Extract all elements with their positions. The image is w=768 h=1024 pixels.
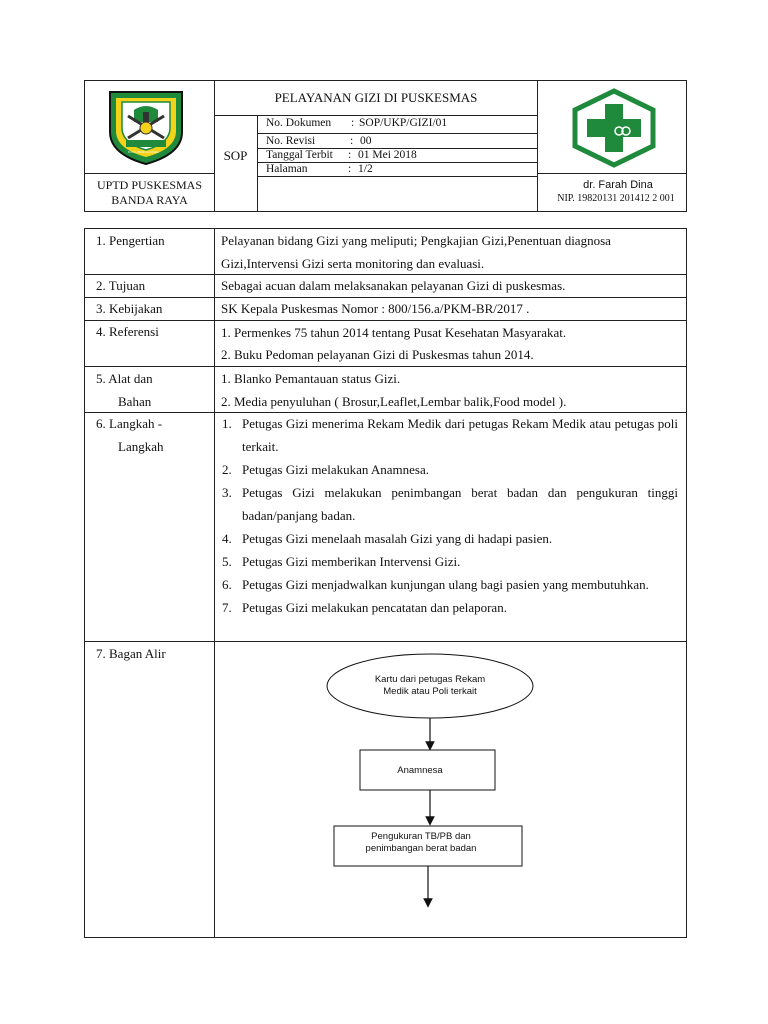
section-label-tujuan: 2. Tujuan <box>96 278 146 293</box>
doc-field-label: Tanggal Terbit <box>266 149 333 161</box>
step-text: Petugas Gizi melakukan pencatatan dan pelaporan. <box>242 600 507 615</box>
step-text: Petugas Gizi melakukan penimbangan berat badan dan pengukuran tinggi badan/panjang badan. <box>242 485 678 523</box>
step-number: 4. <box>222 531 232 546</box>
langkah-steps-list <box>214 412 678 619</box>
section-label-langkah-2: Langkah <box>118 439 164 454</box>
step-item <box>214 550 678 573</box>
pengertian-line-1: Pelayanan bidang Gizi yang meliputi; Pengkajian Gizi,Penentuan diagnosa <box>221 233 611 248</box>
step-item <box>214 596 678 619</box>
document-title: PELAYANAN GIZI DI PUSKESMAS <box>274 90 478 105</box>
flow-box1-text: Anamnesa <box>397 765 443 776</box>
section-label-bagan-alir: 7. Bagan Alir <box>96 646 166 661</box>
step-text: Petugas Gizi menjadwalkan kunjungan ulang bagi pasien yang membutuhkan. <box>242 577 649 592</box>
doc-field-sep: : <box>348 163 352 175</box>
step-item <box>214 412 678 458</box>
tujuan-text: Sebagai acuan dalam melaksanakan pelayanan Gizi di puskesmas. <box>221 278 566 293</box>
step-item <box>214 573 678 596</box>
city-crest-logo <box>104 88 188 166</box>
doc-field-value: 1/2 <box>358 163 373 175</box>
sop-label: SOP <box>223 148 248 163</box>
crest-caption: KOTA BANDA ACEH <box>128 150 159 154</box>
alat-item-2: 2. Media penyuluhan ( Brosur,Leaflet,Lembar balik,Food model ). <box>221 394 567 409</box>
step-text: Petugas Gizi melakukan Anamnesa. <box>242 462 430 477</box>
step-number: 6. <box>222 577 232 592</box>
unit-name-line1: UPTD PUSKESMAS <box>96 178 203 192</box>
doc-field-label: No. Revisi <box>266 135 316 147</box>
doc-field-label: Halaman <box>266 163 308 175</box>
step-number: 7. <box>222 600 232 615</box>
step-item <box>214 481 678 527</box>
step-text: Petugas Gizi menelaah masalah Gizi yang di hadapi pasien. <box>242 531 553 546</box>
flow-start-line2: Medik atau Poli terkait <box>383 686 477 697</box>
flow-box2-line2: penimbangan berat badan <box>365 843 477 854</box>
section-label-langkah: 6. Langkah - <box>96 416 163 431</box>
kebijakan-text: SK Kepala Puskesmas Nomor : 800/156.a/PKM-BR/2017 . <box>221 301 530 316</box>
section-label-kebijakan: 3. Kebijakan <box>96 301 163 316</box>
section-label-referensi: 4. Referensi <box>96 324 159 339</box>
doc-field-value: 00 <box>360 135 372 147</box>
signer-name: dr. Farah Dina <box>583 179 653 191</box>
pengertian-line-2: Gizi,Intervensi Gizi serta monitoring dan evaluasi. <box>221 256 485 271</box>
section-label-pengertian: 1. Pengertian <box>96 233 165 248</box>
doc-field-sep: : <box>351 117 355 129</box>
doc-field-value: 01 Mei 2018 <box>358 149 417 161</box>
section-label-bahan: Bahan <box>118 394 152 409</box>
referensi-item-1: 1. Permenkes 75 tahun 2014 tentang Pusat Kesehatan Masyarakat. <box>221 325 567 340</box>
step-number: 3. <box>222 485 232 500</box>
step-number: 1. <box>222 416 232 431</box>
doc-field-sep: : <box>348 149 352 161</box>
step-item <box>214 527 678 550</box>
step-item <box>214 458 678 481</box>
flow-box2-line1: Pengukuran TB/PB dan <box>371 831 471 842</box>
signer-nip: NIP. 19820131 201412 2 001 <box>557 193 675 204</box>
flow-start-line1: Kartu dari petugas Rekam <box>374 674 486 685</box>
step-text: Petugas Gizi menerima Rekam Medik dari petugas Rekam Medik atau petugas poli terkait. <box>242 416 678 454</box>
puskesmas-logo <box>569 88 659 168</box>
unit-name-line2: BANDA RAYA <box>111 193 188 207</box>
doc-field-label: No. Dokumen <box>266 117 332 129</box>
alat-item-1: 1. Blanko Pemantauan status Gizi. <box>221 371 401 386</box>
step-number: 5. <box>222 554 232 569</box>
step-text: Petugas Gizi memberikan Intervensi Gizi. <box>242 554 461 569</box>
referensi-item-2: 2. Buku Pedoman pelayanan Gizi di Puskesmas tahun 2014. <box>221 347 534 362</box>
section-label-alat-dan: 5. Alat dan <box>96 371 153 386</box>
flowchart <box>215 642 685 936</box>
step-number: 2. <box>222 462 232 477</box>
doc-field-value: SOP/UKP/GIZI/01 <box>359 117 448 129</box>
doc-field-sep: : <box>350 135 354 147</box>
